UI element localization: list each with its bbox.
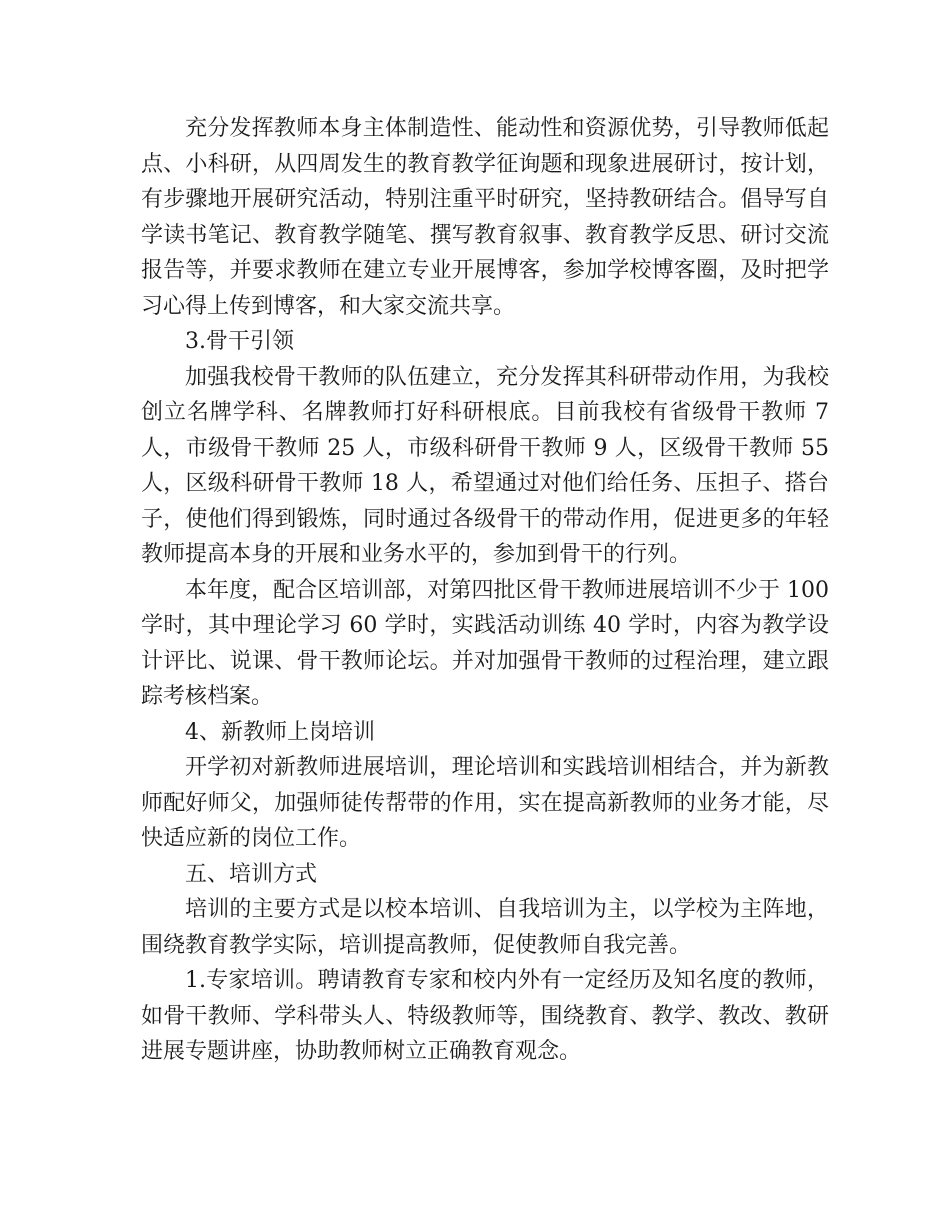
paragraph-new-teacher-training: 开学初对新教师进展培训，理论培训和实践培训相结合，并为新教师配好师父，加强师徒传帮带的作用，实在提高新教师的业务才能，尽快适应新的岗位工作。 — [141, 755, 829, 851]
paragraph-expert-training: 1.专家培训。聘请教育专家和校内外有一定经历及知名度的教师，如骨干教师、学科带头人、特级教师等，围绕教育、教学、教改、教研进展专题讲座，协助教师树立正确教育观念。 — [141, 968, 829, 1064]
paragraph-training-methods: 培训的主要方式是以校本培训、自我培训为主，以学校为主阵地，围绕教育教学实际，培训提高教师，促使教师自我完善。 — [141, 897, 829, 958]
document-body — [141, 111, 829, 1070]
heading-new-teacher-training: 4、新教师上岗培训 — [185, 719, 375, 745]
paragraph-annual-training: 本年度，配合区培训部，对第四批区骨干教师进展培训不少于 100 学时，其中理论学习 60 学时，实践活动训练 40 学时，内容为教学设计评比、说课、骨干教师论坛。并对加强骨干教师的过程治理，建立跟踪考核档案。 — [141, 577, 829, 709]
paragraph-backbone-team: 加强我校骨干教师的队伍建立，充分发挥其科研带动作用，为我校创立名牌学科、名牌教师打好科研根底。目前我校有省级骨干教师 7 人，市级骨干教师 25 人，市级科研骨干教师 9 人，区级骨干教师 55 人，区级科研骨干教师 18 人，希望通过对他们给任务、压担子、搭台子，使他们得到锻炼，同时通过各级骨干的带动作用，促进更多的年轻教师提高本身的开展和业务水平的，参加到骨干的行列。 — [141, 364, 829, 567]
paragraph-self-research: 充分发挥教师本身主体制造性、能动性和资源优势，引导教师低起点、小科研，从四周发生的教育教学征询题和现象进展研讨，按计划，有步骤地开展研究活动，特别注重平时研究，坚持教研结合。倡导写自学读书笔记、教育教学随笔、撰写教育叙事、教育教学反思、研讨交流报告等，并要求教师在建立专业开展博客，参加学校博客圈，及时把学习心得上传到博客，和大家交流共享。 — [141, 116, 829, 319]
heading-training-methods: 五、培训方式 — [185, 861, 318, 887]
heading-backbone-leading: 3.骨干引领 — [185, 329, 294, 354]
